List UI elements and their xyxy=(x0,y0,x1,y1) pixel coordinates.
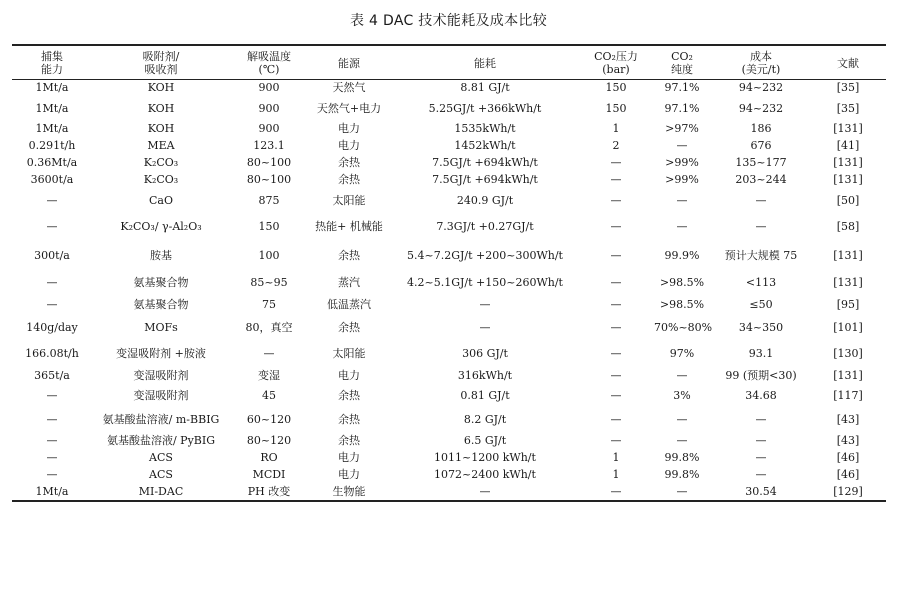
pressure-cell: — xyxy=(610,193,622,207)
capacity-cell: 300t/a xyxy=(34,248,70,262)
table-row xyxy=(12,295,886,315)
consumption-cell: 306 GJ/t xyxy=(462,347,508,360)
sorbent-cell: ACS xyxy=(149,451,173,464)
purity-cell: >97% xyxy=(665,122,699,135)
pressure-cell: — xyxy=(610,388,622,402)
sorbent-cell: 氨基聚合物 xyxy=(133,275,189,289)
header-line: 解吸温度 xyxy=(247,50,291,63)
sorbent-cell: 胺基 xyxy=(150,248,172,262)
pressure-cell: — xyxy=(580,484,652,501)
pressure-cell: 150 xyxy=(605,81,627,95)
temp-cell: 900 xyxy=(258,101,280,115)
table-row xyxy=(12,433,886,450)
consumption-cell: — xyxy=(479,321,491,334)
temp-cell: MCDI xyxy=(252,468,286,481)
sorbent-cell: MI-DAC xyxy=(92,484,230,501)
purity-cell: >99% xyxy=(665,173,699,186)
sorbent-cell: 变湿吸附剂 xyxy=(133,388,189,402)
cost-cell: 30.54 xyxy=(712,484,810,501)
consumption-cell: 6.5 GJ/t xyxy=(463,434,507,447)
energy-cell: 天然气+电力 xyxy=(316,101,382,115)
temp-cell: 875 xyxy=(258,193,280,207)
cost-cell: — xyxy=(755,412,767,426)
ref-cell: [46] xyxy=(836,468,860,481)
energy-cell: 电力 xyxy=(338,139,360,152)
table-row xyxy=(12,172,886,189)
header-reference xyxy=(810,45,886,80)
ref-cell: [46] xyxy=(836,451,860,464)
temp-cell: 900 xyxy=(258,81,280,95)
capacity-cell: 0.36Mt/a xyxy=(26,156,78,169)
cost-cell: 94~232 xyxy=(738,101,784,115)
pressure-cell: 150 xyxy=(605,101,627,115)
header-line: 捕集 xyxy=(41,50,63,63)
table-row xyxy=(12,367,886,385)
header-line: 吸收剂 xyxy=(144,63,178,76)
cost-cell: 93.1 xyxy=(748,347,774,360)
energy-cell: 天然气 xyxy=(332,81,366,95)
pressure-cell: — xyxy=(610,434,622,447)
table-row xyxy=(12,407,886,433)
temp-cell: 变湿 xyxy=(258,368,280,382)
sorbent-cell: ACS xyxy=(149,468,173,481)
cost-cell: 676 xyxy=(750,139,772,152)
table-row xyxy=(12,155,886,172)
header-energy-consumption xyxy=(390,45,580,80)
cost-cell: 预计大规模 75 xyxy=(724,248,798,262)
header-line: (℃) xyxy=(258,63,280,76)
pressure-cell: — xyxy=(610,368,622,382)
pressure-cell: — xyxy=(610,248,622,262)
header-line: 能力 xyxy=(41,63,63,76)
sorbent-cell: KOH xyxy=(147,101,175,115)
capacity-cell: 1Mt/a xyxy=(35,81,69,95)
table-row xyxy=(12,385,886,407)
table-row xyxy=(12,484,886,501)
purity-cell: 97% xyxy=(669,347,695,360)
energy-cell: 余热 xyxy=(338,248,360,262)
capacity-cell: — xyxy=(46,193,58,207)
purity-cell: — xyxy=(676,412,688,426)
energy-cell: 电力 xyxy=(338,368,360,382)
header-line: 能源 xyxy=(338,56,360,70)
header-line: (美元/t) xyxy=(741,63,781,76)
energy-cell: 生物能 xyxy=(308,484,390,501)
capacity-cell: 365t/a xyxy=(34,368,70,382)
purity-cell: 70%~80% xyxy=(654,321,713,334)
ref-cell: [117] xyxy=(833,388,863,402)
cost-cell: <113 xyxy=(745,275,777,289)
purity-cell: 97.1% xyxy=(664,81,700,95)
ref-cell: [35] xyxy=(836,81,860,95)
table-row xyxy=(12,315,886,342)
consumption-cell: — xyxy=(390,484,580,501)
cost-cell: 34.68 xyxy=(745,388,777,402)
consumption-cell: 0.81 GJ/t xyxy=(460,388,510,402)
cost-cell: 203~244 xyxy=(735,173,787,186)
pressure-cell: 2 xyxy=(612,139,620,152)
pressure-cell: 1 xyxy=(612,468,620,481)
ref-cell: [43] xyxy=(836,412,860,426)
ref-cell: [43] xyxy=(836,434,860,447)
header-line: CO₂ xyxy=(671,50,693,63)
energy-cell: 电力 xyxy=(338,451,360,464)
temp-cell: 80，真空 xyxy=(245,321,293,334)
consumption-cell: 316kWh/t xyxy=(457,368,513,382)
pressure-cell: — xyxy=(610,219,622,233)
pressure-cell: — xyxy=(610,321,622,334)
temp-cell: 80~100 xyxy=(246,173,292,186)
energy-cell: 电力 xyxy=(338,468,360,481)
table-row xyxy=(12,271,886,295)
sorbent-cell: KOH xyxy=(147,81,175,95)
energy-cell: 余热 xyxy=(338,434,360,447)
capacity-cell: 3600t/a xyxy=(30,173,74,186)
purity-cell: 99.8% xyxy=(664,468,700,481)
header-line: 成本 xyxy=(750,50,772,63)
purity-cell: — xyxy=(676,139,688,152)
temp-cell: 60~120 xyxy=(246,412,292,426)
consumption-cell: 5.4~7.2GJ/t +200~300Wh/t xyxy=(407,248,563,262)
ref-cell: [131] xyxy=(833,248,863,262)
purity-cell: 3% xyxy=(673,388,691,402)
capacity-cell: — xyxy=(46,434,58,447)
table-row xyxy=(12,450,886,467)
sorbent-cell: K₂CO₃ xyxy=(143,156,179,169)
sorbent-cell: 变湿吸附剂 xyxy=(133,368,189,382)
energy-cell: 热能+ 机械能 xyxy=(315,219,383,233)
consumption-cell: 7.3GJ/t +0.27GJ/t xyxy=(436,219,534,233)
sorbent-cell: KOH xyxy=(147,122,175,135)
ref-cell: [41] xyxy=(836,139,860,152)
table-body xyxy=(12,80,886,501)
ref-cell: [101] xyxy=(833,321,863,334)
header-line: 文献 xyxy=(837,56,859,70)
cost-cell: 135~177 xyxy=(735,156,787,169)
ref-cell: [58] xyxy=(836,219,860,233)
pressure-cell: — xyxy=(610,275,622,289)
capacity-cell: — xyxy=(46,412,58,426)
header-line: CO₂压力 xyxy=(594,50,638,63)
header-line: 纯度 xyxy=(671,63,693,76)
energy-cell: 低温蒸汽 xyxy=(327,297,371,311)
energy-cell: 电力 xyxy=(338,122,360,135)
energy-cell: 蒸汽 xyxy=(338,275,360,289)
sorbent-cell: K₂CO₃/ γ-Al₂O₃ xyxy=(120,219,202,233)
energy-cell: 太阳能 xyxy=(332,193,366,207)
table-row xyxy=(12,121,886,138)
cost-cell: — xyxy=(755,193,767,207)
pressure-cell: — xyxy=(610,347,622,360)
pressure-cell: — xyxy=(610,156,622,169)
purity-cell: — xyxy=(676,219,688,233)
header-cost xyxy=(712,45,810,80)
purity-cell: 99.9% xyxy=(664,248,700,262)
header-energy-source xyxy=(308,45,390,80)
consumption-cell: 5.25GJ/t +366kWh/t xyxy=(428,101,542,115)
temp-cell: 100 xyxy=(258,248,280,262)
consumption-cell: 7.5GJ/t +694kWh/t xyxy=(432,156,538,169)
ref-cell: [131] xyxy=(833,156,863,169)
purity-cell: 97.1% xyxy=(664,101,700,115)
energy-cell: 余热 xyxy=(338,412,360,426)
cost-cell: — xyxy=(755,451,767,464)
temp-cell: RO xyxy=(260,451,278,464)
capacity-cell: 1Mt/a xyxy=(35,101,69,115)
purity-cell: — xyxy=(676,368,688,382)
capacity-cell: — xyxy=(46,275,58,289)
purity-cell: >99% xyxy=(665,156,699,169)
capacity-cell: 140g/day xyxy=(26,321,78,334)
consumption-cell: 1452kWh/t xyxy=(454,139,516,152)
header-capture-capacity xyxy=(12,45,92,80)
capacity-cell: 1Mt/a xyxy=(12,484,92,501)
table-row xyxy=(12,138,886,155)
cost-cell: 34~350 xyxy=(738,321,784,334)
purity-cell: — xyxy=(676,434,688,447)
ref-cell: [95] xyxy=(836,297,860,311)
energy-cell: 余热 xyxy=(338,388,360,402)
cost-cell: — xyxy=(755,468,767,481)
ref-cell: [131] xyxy=(833,122,863,135)
consumption-cell: 7.5GJ/t +694kWh/t xyxy=(432,173,538,186)
capacity-cell: — xyxy=(46,297,58,311)
temp-cell: 85~95 xyxy=(250,275,288,289)
capacity-cell: — xyxy=(46,468,58,481)
energy-cell: 余热 xyxy=(338,321,360,334)
purity-cell: — xyxy=(676,193,688,207)
ref-cell: [35] xyxy=(836,101,860,115)
table-row xyxy=(12,213,886,241)
ref-cell: [130] xyxy=(833,347,863,360)
table-row xyxy=(12,342,886,367)
pressure-cell: 1 xyxy=(612,451,620,464)
table-row xyxy=(12,97,886,121)
capacity-cell: 166.08t/h xyxy=(25,347,79,360)
consumption-cell: 1535kWh/t xyxy=(454,122,516,135)
consumption-cell: 8.2 GJ/t xyxy=(463,412,507,426)
sorbent-cell: 变湿吸附剂 +胺液 xyxy=(116,347,206,360)
ref-cell: [131] xyxy=(833,173,863,186)
consumption-cell: 1011~1200 kWh/t xyxy=(434,451,536,464)
header-line: 能耗 xyxy=(474,56,496,70)
temp-cell: 900 xyxy=(258,122,280,135)
table-caption: 表 4 DAC 技术能耗及成本比较 xyxy=(350,13,547,29)
ref-cell: [131] xyxy=(833,368,863,382)
temp-cell: 75 xyxy=(262,297,276,311)
table-row xyxy=(12,189,886,213)
ref-cell: [131] xyxy=(833,275,863,289)
header-row xyxy=(12,45,886,80)
header-line: 吸附剂/ xyxy=(142,50,180,63)
pressure-cell: — xyxy=(610,173,622,186)
temp-cell: 80~120 xyxy=(246,434,292,447)
cost-cell: 186 xyxy=(750,122,772,135)
energy-cell: 余热 xyxy=(338,156,360,169)
dac-comparison-table xyxy=(12,44,886,502)
table-row xyxy=(12,241,886,271)
ref-cell: [129] xyxy=(810,484,886,501)
sorbent-cell: 氨基酸盐溶液/ PyBIG xyxy=(106,434,216,447)
capacity-cell: — xyxy=(46,451,58,464)
sorbent-cell: CaO xyxy=(149,193,173,207)
pressure-cell: — xyxy=(610,412,622,426)
header-co2-purity xyxy=(652,45,712,80)
energy-cell: 余热 xyxy=(338,173,360,186)
capacity-cell: 0.291t/h xyxy=(28,139,76,152)
header-line: (bar) xyxy=(602,63,630,76)
temp-cell: PH 改变 xyxy=(230,484,308,501)
header-desorption-temp xyxy=(230,45,308,80)
temp-cell: — xyxy=(263,347,275,360)
cost-cell: 94~232 xyxy=(738,81,784,95)
consumption-cell: 1072~2400 kWh/t xyxy=(434,468,536,481)
purity-cell: >98.5% xyxy=(659,275,705,289)
table-row xyxy=(12,467,886,484)
sorbent-cell: 氨基酸盐溶液/ m-BBIG xyxy=(102,412,220,426)
sorbent-cell: MOFs xyxy=(144,321,178,334)
cost-cell: — xyxy=(755,219,767,233)
table-row xyxy=(12,80,886,97)
capacity-cell: — xyxy=(46,219,58,233)
energy-cell: 太阳能 xyxy=(332,347,366,360)
consumption-cell: 240.9 GJ/t xyxy=(456,193,514,207)
sorbent-cell: K₂CO₃ xyxy=(143,173,179,186)
header-sorbent xyxy=(92,45,230,80)
temp-cell: 80~100 xyxy=(246,156,292,169)
capacity-cell: 1Mt/a xyxy=(35,122,69,135)
sorbent-cell: MEA xyxy=(147,139,175,152)
temp-cell: 123.1 xyxy=(253,139,285,152)
pressure-cell: 1 xyxy=(612,122,620,135)
sorbent-cell: 氨基聚合物 xyxy=(133,297,189,311)
capacity-cell: — xyxy=(46,388,58,402)
consumption-cell: 8.81 GJ/t xyxy=(460,81,510,95)
cost-cell: ≤50 xyxy=(749,297,773,311)
consumption-cell: 4.2~5.1GJ/t +150~260Wh/t xyxy=(407,275,563,289)
ref-cell: [50] xyxy=(836,193,860,207)
cost-cell: — xyxy=(755,434,767,447)
temp-cell: 150 xyxy=(258,219,280,233)
pressure-cell: — xyxy=(610,297,622,311)
cost-cell: 99 (预期<30) xyxy=(725,368,797,382)
purity-cell: >98.5% xyxy=(659,297,705,311)
consumption-cell: — xyxy=(479,297,491,311)
purity-cell: — xyxy=(652,484,712,501)
temp-cell: 45 xyxy=(262,388,276,402)
purity-cell: 99.8% xyxy=(664,451,700,464)
header-co2-pressure xyxy=(580,45,652,80)
